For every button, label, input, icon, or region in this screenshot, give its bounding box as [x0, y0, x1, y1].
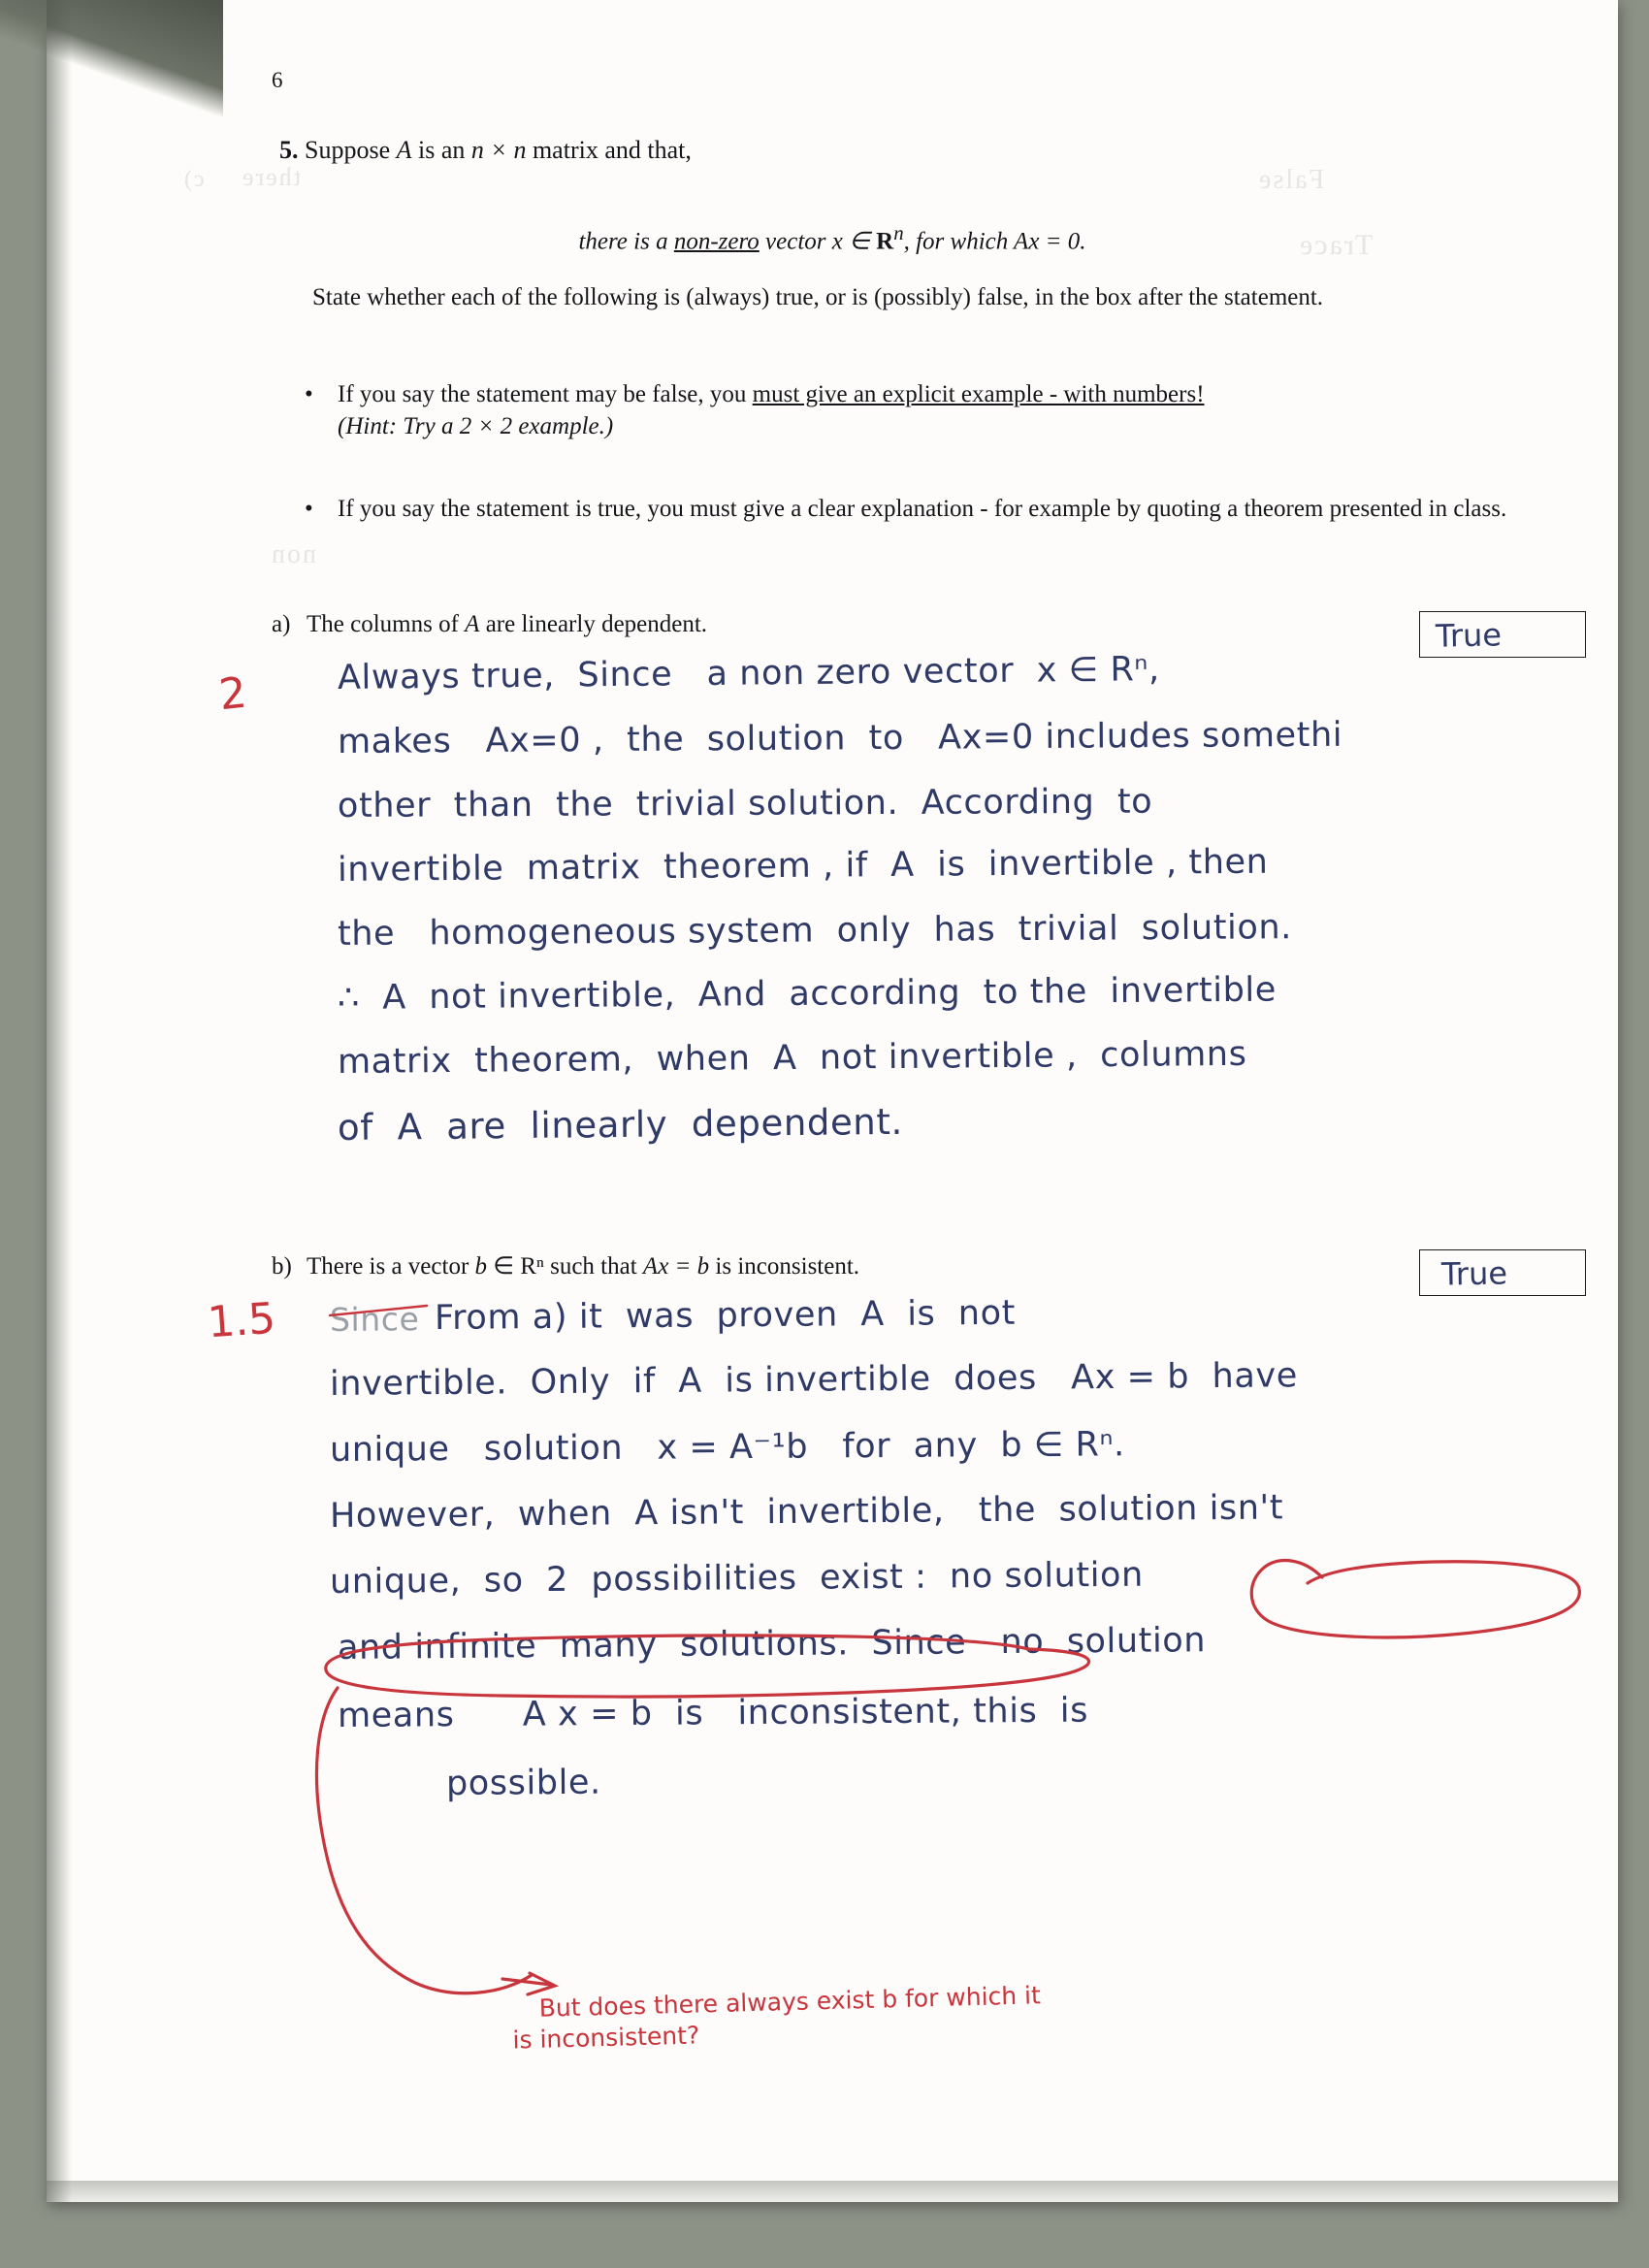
part-a-text-post: are linearly dependent.	[479, 611, 708, 637]
part-a-text-pre: The columns of	[307, 611, 466, 637]
page-number: 6	[272, 68, 283, 92]
handwriting-b-line-4: However, when A isn't invertible, the solution isn't	[329, 1488, 1284, 1536]
part-a-letter: a)	[272, 611, 291, 637]
part-a-matrix-var: A	[465, 611, 480, 637]
part-b-text-pre: There is a vector	[307, 1253, 475, 1280]
ghost-text-2: False	[1257, 165, 1325, 195]
handwriting-b-line-5: unique, so 2 possibilities exist : no solution	[329, 1555, 1145, 1602]
handwriting-b-struck-word: Since	[329, 1300, 420, 1339]
part-b-statement	[272, 1251, 859, 1280]
stem-suffix: matrix and that,	[526, 136, 692, 164]
claim-real-symbol: R	[876, 228, 894, 255]
grade-mark-a: 2	[216, 667, 249, 721]
claim-post: vector x ∈	[759, 228, 877, 255]
part-a-statement	[272, 611, 707, 638]
scan-left-edge-shadow	[47, 0, 72, 2202]
grade-mark-b: 1.5	[206, 1293, 277, 1348]
bullet-item-2	[305, 493, 1584, 525]
scan-bottom-shadow	[47, 2181, 1618, 2210]
grader-comment-line-1: But does there always exist b for which it	[538, 1981, 1042, 2024]
handwriting-a-line-3: other than the trivial solution. According to	[337, 782, 1153, 826]
handwriting-b-line-2: invertible. Only if A is invertible does Ax = b have	[329, 1356, 1299, 1404]
stem-dimensions: n × n	[470, 136, 527, 164]
handwriting-a-line-8: of A are linearly dependent.	[337, 1100, 904, 1149]
answer-b-value: True	[1440, 1254, 1508, 1293]
bullet-dot-icon: •	[305, 496, 313, 522]
handwriting-a-line-6: ∴ A not invertible, And according to the invertible	[337, 970, 1277, 1018]
handwriting-b-line-1: From a) it was proven A is not	[434, 1293, 1017, 1338]
ghost-text-4: non	[270, 539, 316, 569]
handwriting-b-line-6: and infinite many solutions. Since no solution	[337, 1621, 1207, 1668]
claim-pre: there is a	[578, 228, 674, 255]
ghost-text-1: there	[241, 163, 301, 191]
bullet-1-underlined: must give an explicit example - with numbers!	[752, 381, 1205, 407]
answer-a-value: True	[1435, 616, 1503, 655]
handwriting-a-line-7: matrix theorem, when A not invertible , columns	[337, 1034, 1247, 1082]
ghost-text-3: Trace	[1298, 229, 1374, 261]
centered-claim	[47, 221, 1618, 255]
question-number: 5.	[279, 136, 299, 164]
stem-matrix-var: A	[396, 136, 412, 164]
bullet-item-1	[305, 378, 1584, 442]
claim-end: , for which Ax = 0.	[903, 228, 1086, 255]
paper-sheet	[47, 0, 1618, 2202]
part-b-letter: b)	[272, 1253, 292, 1280]
handwriting-a-line-4: invertible matrix theorem , if A is invertible , then	[337, 842, 1269, 890]
question-stem	[279, 136, 692, 165]
handwriting-a-line-5: the homogeneous system only has trivial solution.	[337, 908, 1293, 954]
scan-corner-shadow	[0, 0, 223, 116]
part-b-text-mid: ∈ Rⁿ such that	[487, 1253, 643, 1280]
bullet-1-hint: (Hint: Try a 2 × 2 example.)	[338, 413, 614, 439]
part-b-text-post: is inconsistent.	[709, 1253, 860, 1280]
grader-comment	[512, 1940, 1414, 2085]
stem-middle: is an	[411, 136, 471, 164]
circle-no-solution	[1251, 1561, 1579, 1637]
handwriting-a-line-1: Always true, Since a non zero vector x ∈ Rⁿ,	[337, 650, 1160, 697]
claim-exponent: n	[893, 221, 904, 244]
grader-comment-line-2: is inconsistent?	[512, 2020, 700, 2055]
instruction-paragraph: State whether each of the following is (always) true, or is (possibly) false, in the box after the statement.	[312, 284, 1324, 310]
ghost-text-0: c)	[182, 167, 205, 192]
handwriting-b-line-8: possible.	[445, 1763, 601, 1803]
handwriting-a-line-2: makes Ax=0 , the solution to Ax=0 includes somethi	[337, 715, 1343, 761]
claim-underlined: non-zero	[673, 228, 760, 255]
stem-prefix: Suppose	[305, 136, 397, 164]
part-b-vector-var: b	[474, 1253, 488, 1280]
bullet-1-lead: If you say the statement may be false, you	[338, 381, 753, 407]
bullet-dot-icon: •	[305, 381, 313, 407]
handwriting-b-line-3: unique solution x = A⁻¹b for any b ∈ Rⁿ.	[329, 1425, 1125, 1470]
handwriting-b-line-7: means A x = b is inconsistent, this is	[337, 1691, 1089, 1735]
part-b-equation: Ax = b	[642, 1253, 710, 1280]
bullet-2-lead: If you say the statement is true, you must give a clear explanation - for example by quoting a theorem presented in class.	[338, 496, 1507, 522]
